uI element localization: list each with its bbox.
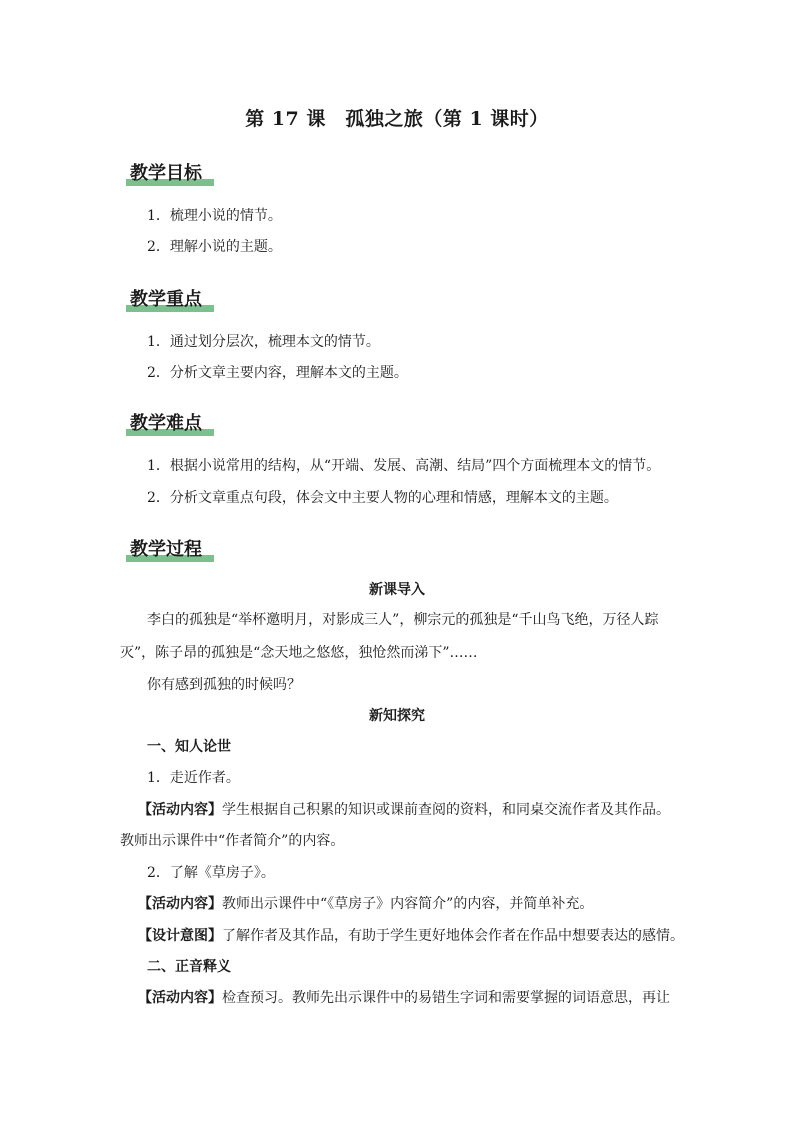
design-text: 了解作者及其作品，有助于学生更好地体会作者在作品中想要表达的感情。 <box>222 928 684 944</box>
section-heading-label: 教学重点 <box>130 289 202 310</box>
activity-paragraph <box>138 800 670 820</box>
intro-paragraph-line: 李白的孤独是“举杯邀明月，对影成三人”，柳宗元的孤独是“千山鸟飞绝，万径人踪 <box>147 612 659 628</box>
key-point-item: 2．分析文章主要内容，理解本文的主题。 <box>147 365 408 381</box>
activity-text: 检查预习。教师先出示课件中的易错生字词和需要掌握的词语意思，再让 <box>222 990 670 1006</box>
intro-paragraph-line: 灭”，陈子昂的孤独是“念天地之悠悠，独怆然而涕下”…… <box>120 645 478 661</box>
activity-tag: 【活动内容】 <box>138 802 222 818</box>
section-heading-label: 教学难点 <box>130 413 202 434</box>
part-heading: 一、知人论世 <box>147 739 231 755</box>
subsection-title-intro: 新课导入 <box>369 582 425 598</box>
design-tag: 【设计意图】 <box>138 928 222 944</box>
activity-tag: 【活动内容】 <box>138 896 222 912</box>
difficulty-item: 2．分析文章重点句段，体会文中主要人物的心理和情感，理解本文的主题。 <box>147 490 618 506</box>
subsection-title-explore: 新知探究 <box>369 708 425 724</box>
design-intent-paragraph <box>138 926 684 946</box>
intro-question: 你有感到孤独的时候吗？ <box>147 677 301 693</box>
part-heading: 二、正音释义 <box>147 959 231 975</box>
activity-paragraph-continued: 教师出示课件中“作者简介”的内容。 <box>120 833 345 849</box>
section-heading-label: 教学目标 <box>130 163 202 184</box>
activity-text: 学生根据自己积累的知识或课前查阅的资料，和同桌交流作者及其作品。 <box>222 802 670 818</box>
activity-paragraph <box>138 988 670 1008</box>
key-point-item: 1．通过划分层次，梳理本文的情节。 <box>147 334 380 350</box>
lesson-title: 第 17 课 孤独之旅（第 1 课时） <box>245 108 549 130</box>
activity-tag: 【活动内容】 <box>138 990 222 1006</box>
activity-text: 教师出示课件中“《草房子》内容简介”的内容，并简单补充。 <box>222 896 594 912</box>
section-heading-label: 教学过程 <box>130 539 202 560</box>
difficulty-item: 1．根据小说常用的结构，从“开端、发展、高潮、结局”四个方面梳理本文的情节。 <box>147 458 661 474</box>
goal-item: 2．理解小说的主题。 <box>147 239 282 255</box>
goal-item: 1．梳理小说的情节。 <box>147 208 282 224</box>
step-item: 2．了解《草房子》。 <box>147 865 275 881</box>
activity-paragraph <box>138 894 593 914</box>
step-item: 1．走近作者。 <box>147 770 240 786</box>
